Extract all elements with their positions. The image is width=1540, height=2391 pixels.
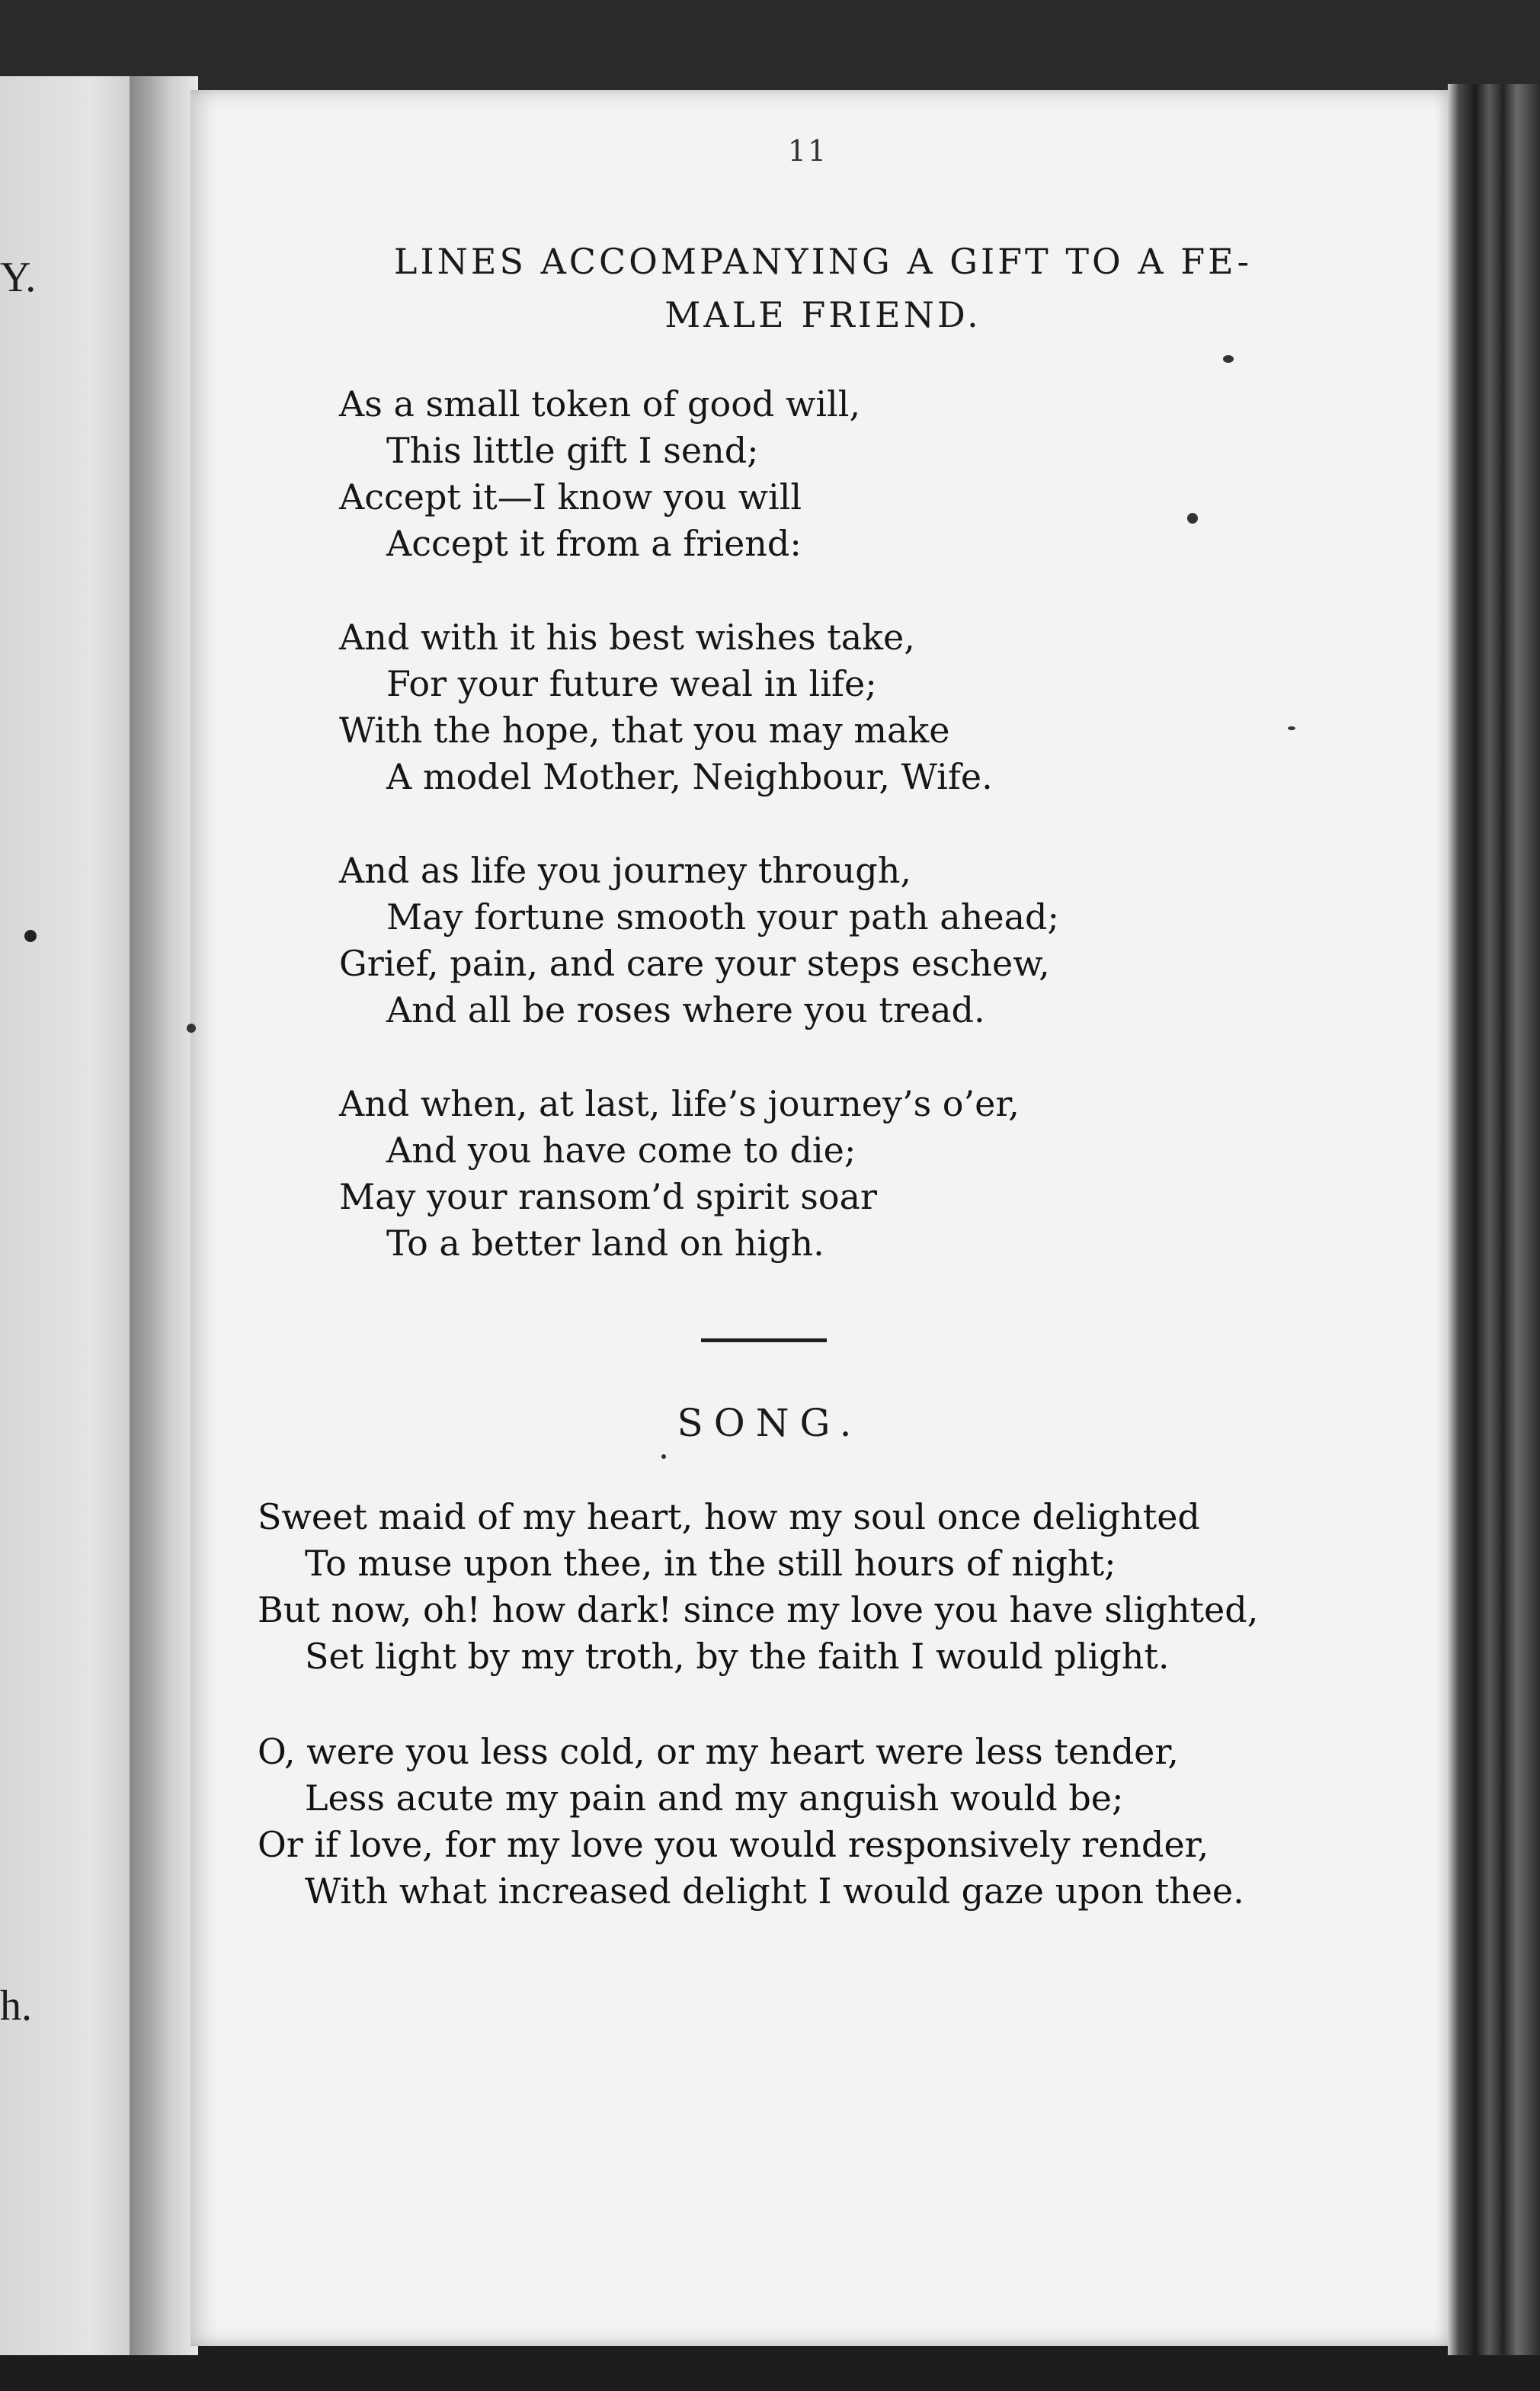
poem-title-line-1: LINES ACCOMPANYING A GIFT TO A FE- xyxy=(393,241,1253,282)
poem-title-line-2: MALE FRIEND. xyxy=(664,294,981,335)
page-gutter xyxy=(130,76,198,2355)
verse-line: Set light by my troth, by the faith I would plight. xyxy=(305,1636,1170,1677)
left-page-fragment-bottom: h. xyxy=(0,1982,32,2030)
song-title: SONG. xyxy=(677,1401,863,1445)
left-page-fragment-top: Y. xyxy=(0,254,37,301)
verse-line: This little gift I send; xyxy=(386,430,759,471)
song-stanza-1 xyxy=(258,1494,1258,1680)
verse-line: And with it his best wishes take, xyxy=(339,617,915,658)
verse-line: And you have come to die; xyxy=(386,1130,856,1171)
page-number: 11 xyxy=(787,134,828,168)
verse-line: But now, oh! how dark! since my love you have slighted, xyxy=(258,1589,1259,1630)
verse-line: Accept it from a friend: xyxy=(386,523,802,564)
ink-speck xyxy=(1288,726,1295,730)
ink-speck xyxy=(661,1454,666,1459)
book-edge xyxy=(1448,84,1540,2355)
poem-title xyxy=(251,235,1394,341)
verse-line: As a small token of good will, xyxy=(339,383,861,425)
verse-line: Accept it—I know you will xyxy=(339,476,802,518)
verse-line: And all be roses where you tread. xyxy=(386,989,985,1030)
ink-speck xyxy=(1223,355,1234,363)
verse-line: With the hope, that you may make xyxy=(339,710,950,751)
poem-stanza-4 xyxy=(339,1081,1020,1267)
verse-line: With what increased delight I would gaze upon thee. xyxy=(305,1870,1244,1912)
section-divider xyxy=(701,1338,827,1342)
verse-line: For your future weal in life; xyxy=(386,663,877,704)
verse-line: O, were you less cold, or my heart were less tender, xyxy=(258,1731,1179,1772)
verse-line: And when, at last, life’s journey’s o’er, xyxy=(339,1083,1020,1124)
verse-line: Less acute my pain and my anguish would be; xyxy=(305,1777,1124,1819)
song-stanza-2 xyxy=(258,1729,1244,1915)
verse-line: Or if love, for my love you would responsively render, xyxy=(258,1824,1209,1865)
book-page xyxy=(190,90,1448,2346)
page-content xyxy=(190,90,1448,2346)
verse-line: May fortune smooth your path ahead; xyxy=(386,896,1059,937)
ink-speck xyxy=(1187,513,1198,524)
verse-line: To muse upon thee, in the still hours of night; xyxy=(305,1543,1116,1584)
verse-line: And as life you journey through, xyxy=(339,850,911,891)
verse-line: A model Mother, Neighbour, Wife. xyxy=(386,756,993,797)
poem-stanza-2 xyxy=(339,614,993,800)
verse-line: May your ransom’d spirit soar xyxy=(339,1176,877,1217)
verse-line: Grief, pain, and care your steps eschew, xyxy=(339,943,1050,984)
ink-spot xyxy=(24,930,37,942)
verse-line: Sweet maid of my heart, how my soul once delighted xyxy=(258,1496,1200,1537)
ink-speck xyxy=(187,1024,196,1033)
verse-line: To a better land on high. xyxy=(386,1223,824,1264)
poem-stanza-1 xyxy=(339,381,860,567)
poem-stanza-3 xyxy=(339,848,1059,1034)
